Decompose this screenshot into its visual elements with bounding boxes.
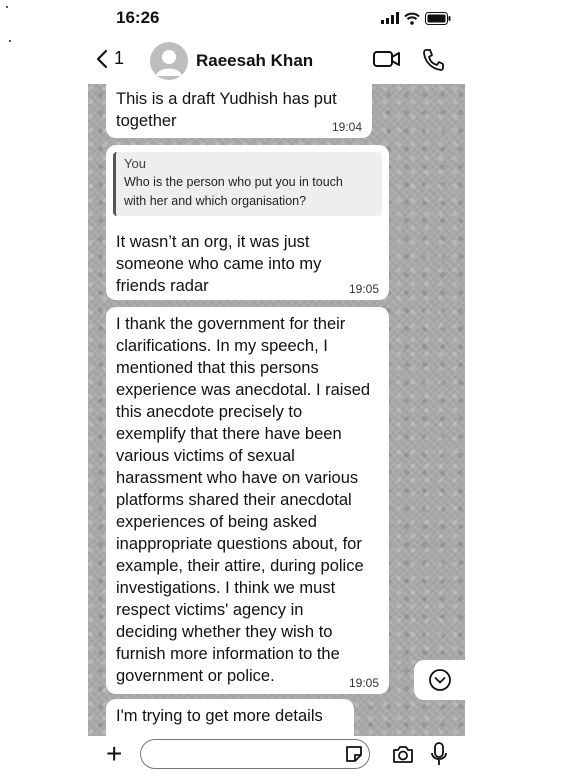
scroll-to-bottom-button[interactable] <box>414 660 465 700</box>
phone-call-button[interactable] <box>422 48 444 77</box>
message-text: This is a draft Yudhish has put together <box>116 90 337 130</box>
back-button[interactable] <box>96 48 124 69</box>
quoted-message[interactable] <box>113 152 382 216</box>
unread-count: 1 <box>114 48 125 68</box>
microphone-button[interactable] <box>430 741 448 772</box>
message-bubble[interactable] <box>106 145 389 300</box>
message-text: I thank the government for their clarifications. In my speech, I mentioned that this persons experience was anecdotal. I raised this anecdote precisely to exemplify that there have been various victims of sexual harassment who have on various platforms shared their anecdotal experiences of being asked inappropriate questions about, for example, their attire, during police investigations. I think we must respect victims' agency in deciding whether they wish to furnish more information to the government or police. <box>116 315 371 685</box>
quoted-text: Who is the person who put you in touch with her and which organisation? <box>124 175 343 208</box>
camera-button[interactable] <box>392 744 414 769</box>
video-call-button[interactable] <box>373 48 401 75</box>
status-icons <box>381 10 451 26</box>
video-call-icon <box>373 48 401 70</box>
camera-icon <box>392 744 414 764</box>
sticker-icon <box>344 744 364 764</box>
status-time: 16:26 <box>116 8 160 27</box>
message-text: I'm trying to get more details <box>116 707 323 725</box>
message-bubble[interactable] <box>106 84 372 138</box>
message-time: 19:05 <box>348 676 379 690</box>
message-bubble[interactable] <box>106 307 389 694</box>
contact-name[interactable]: Raeesah Khan <box>196 51 314 70</box>
phone-call-icon <box>422 48 444 72</box>
avatar[interactable] <box>150 42 188 80</box>
microphone-icon <box>430 741 448 767</box>
person-icon <box>150 42 188 80</box>
chat-header <box>88 38 473 84</box>
sticker-button[interactable] <box>344 744 364 769</box>
wifi-icon <box>404 12 420 25</box>
plus-icon[interactable]: + <box>106 738 123 769</box>
message-input[interactable] <box>140 739 370 769</box>
message-time: 19:05 <box>348 282 379 296</box>
message-time: 19:04 <box>331 120 362 134</box>
battery-icon <box>425 12 451 25</box>
message-list[interactable] <box>88 84 465 736</box>
signal-icon <box>381 12 399 24</box>
message-bubble[interactable] <box>106 699 354 736</box>
chevron-left-icon <box>96 49 108 69</box>
scan-mark <box>9 40 11 42</box>
chevron-down-circle-icon <box>428 668 452 692</box>
scan-mark <box>6 6 8 8</box>
quoted-author: You <box>124 156 146 171</box>
message-input-bar <box>88 736 473 775</box>
message-text: It wasn’t an org, it was just someone who came into my friends radar <box>116 233 322 295</box>
